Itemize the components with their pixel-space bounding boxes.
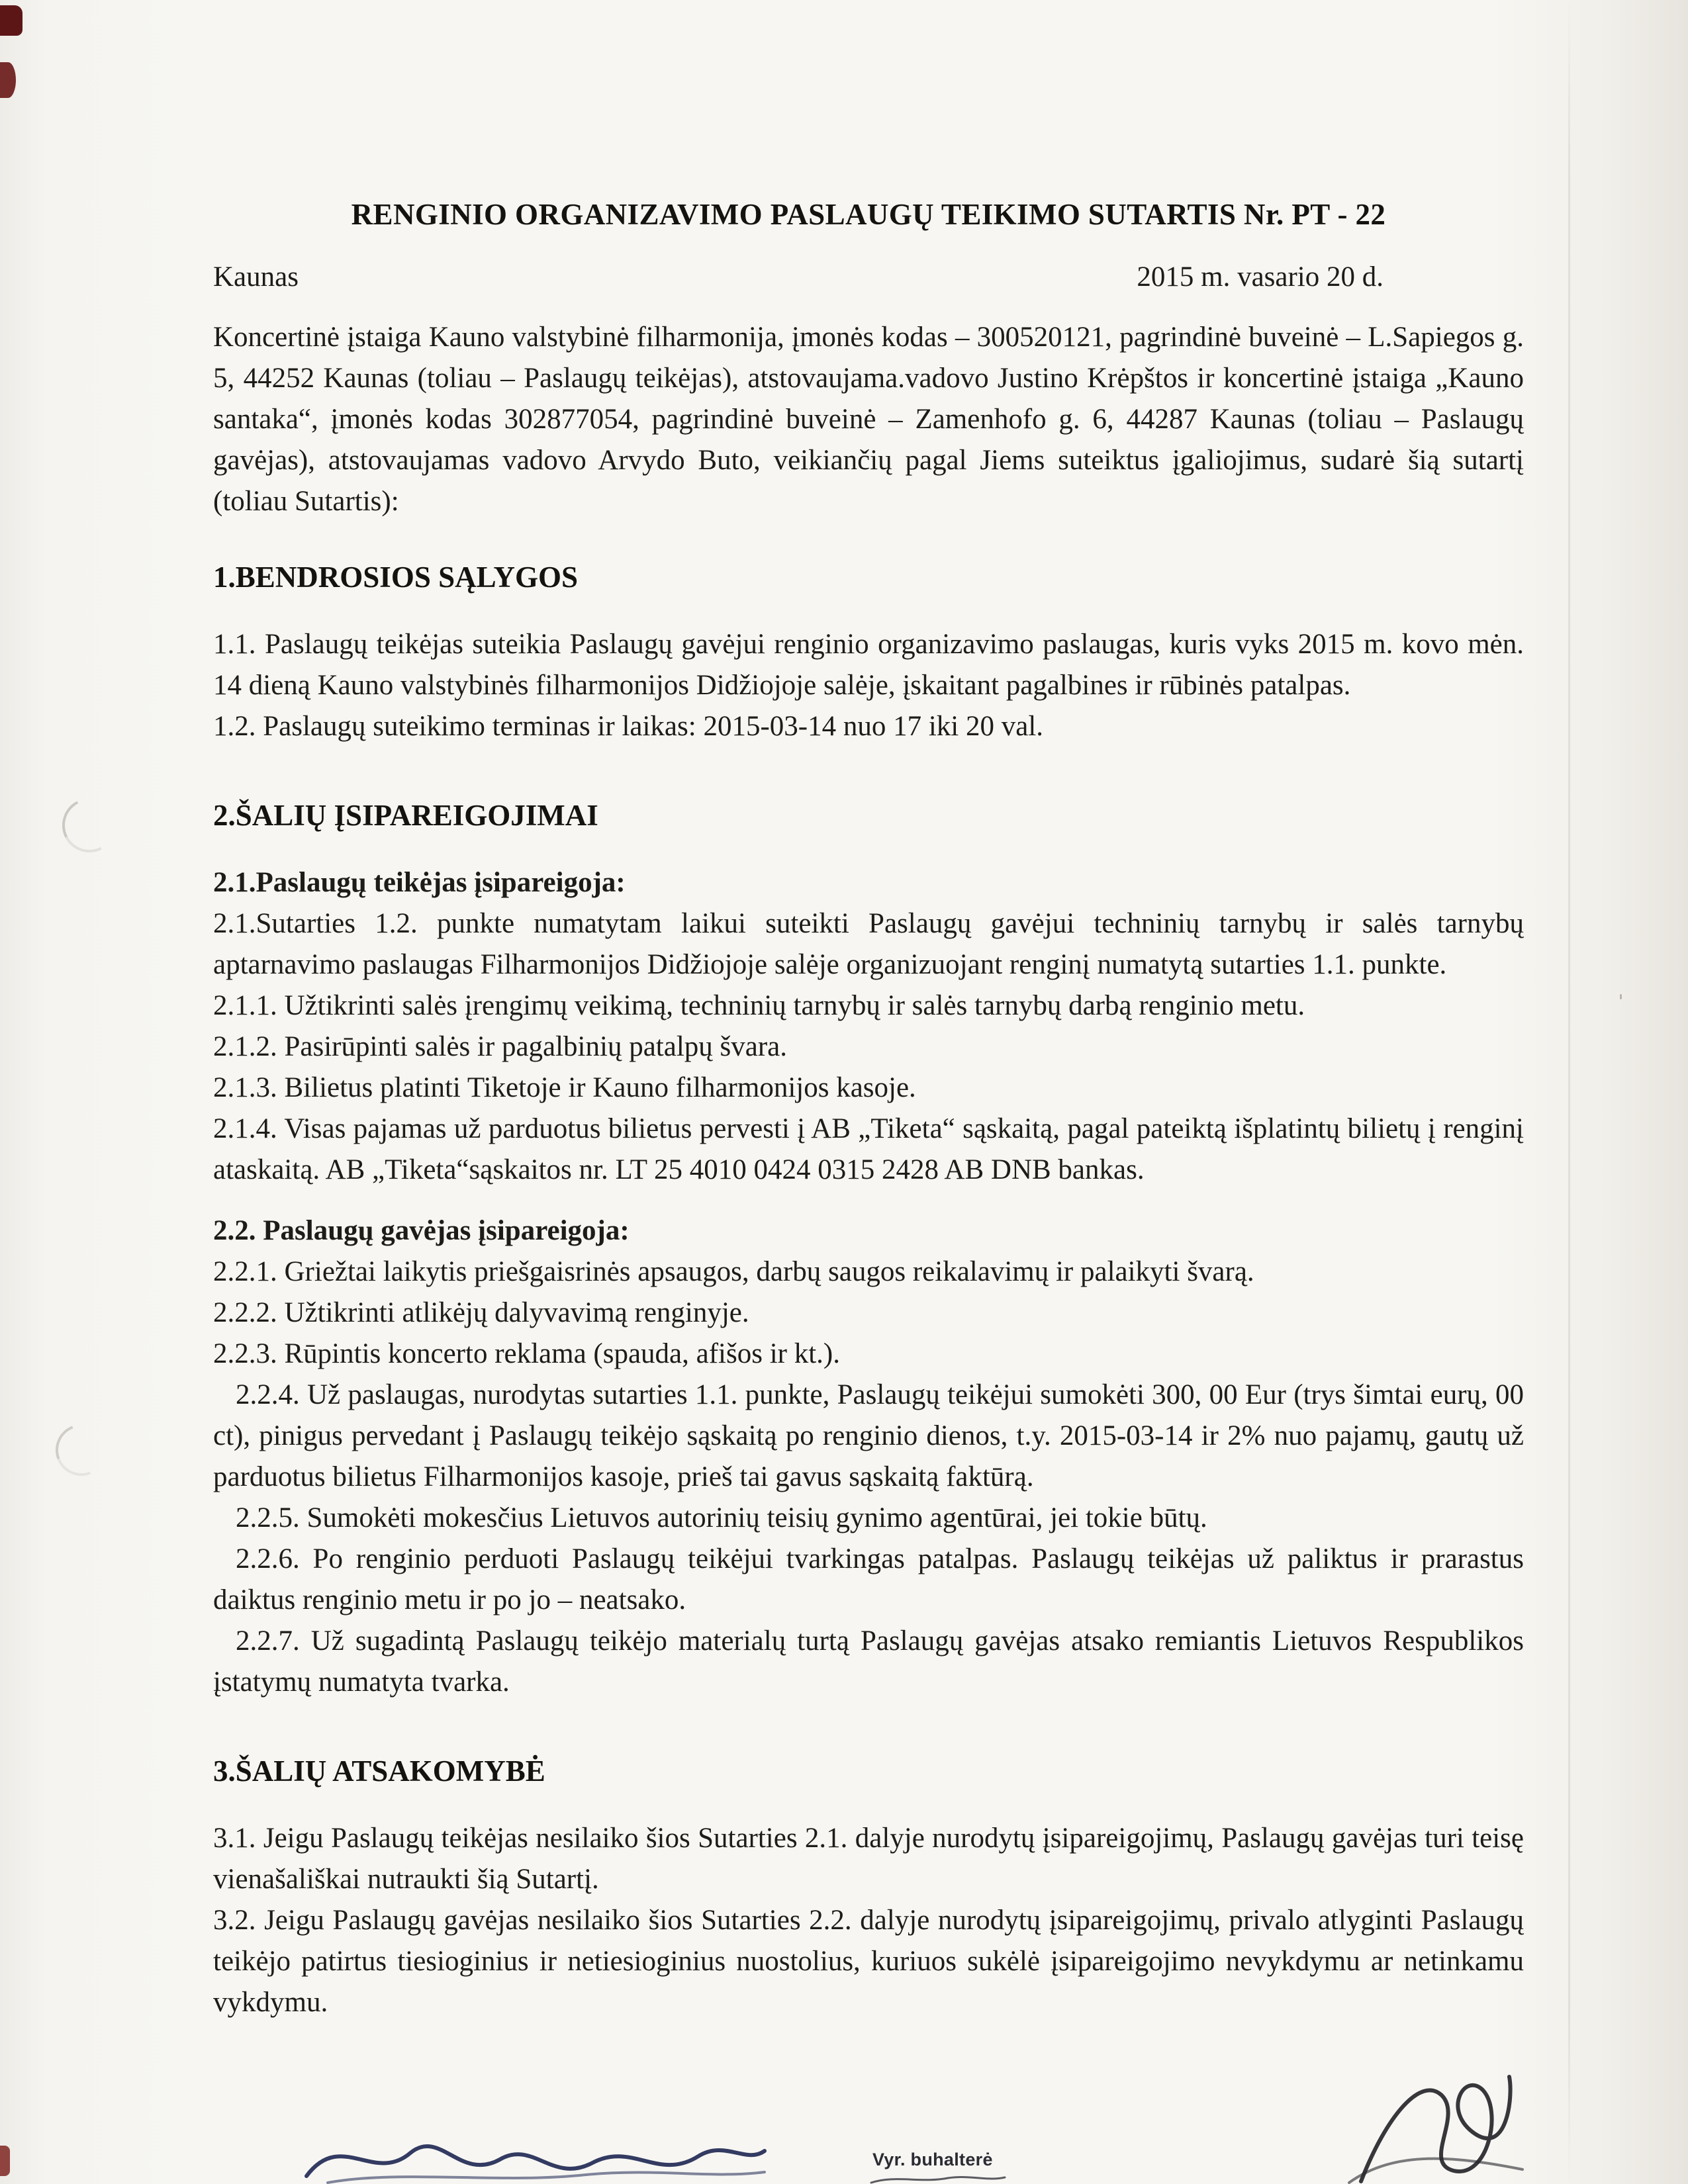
clause-1-1: 1.1. Paslaugų teikėjas suteikia Paslaugų gavėjui renginio organizavimo paslaugas, kuris vyks 2015 m. kovo mėn. 14 dieną Kauno valstybinės filharmonijos Didžiojoje salėje, įskaitant pagalbines ir rūbinės patalpas.	[213, 629, 1524, 701]
place-label: Kaunas	[213, 261, 299, 293]
scan-artifact-bottom-left	[0, 2146, 10, 2176]
clause-1-2: 1.2. Paslaugų suteikimo terminas ir laikas: 2015-03-14 nuo 17 iki 20 val.	[213, 711, 1044, 742]
signature-scribble-right	[1342, 2070, 1528, 2184]
subsection-2-2-heading: 2.2. Paslaugų gavėjas įsipareigoja:	[213, 1215, 630, 1246]
scan-artifact-top-left-1	[0, 5, 23, 36]
document-body	[213, 197, 1524, 2023]
accountant-title-label: Vyr. buhalterė	[872, 2150, 993, 2169]
clause-2-1-4: 2.1.4. Visas pajamas už parduotus bilietus pervesti į AB „Tiketa“ sąskaitą, pagal pateiktą išplatintų bilietų į renginį ataskaitą. AB „Tiketa“sąskaitos nr. LT 25 4010 0424 0315 2428 AB DNB bankas.	[213, 1113, 1524, 1185]
clause-2-2-3: 2.2.3. Rūpintis koncerto reklama (spauda, afišos ir kt.).	[213, 1338, 840, 1369]
section-2-heading: 2.ŠALIŲ ĮSIPAREIGOJIMAI	[213, 799, 598, 832]
scan-artifact-top-left-2	[0, 62, 16, 98]
clause-2-2-2: 2.2.2. Užtikrinti atlikėjų dalyvavimą renginyje.	[213, 1297, 749, 1328]
clause-2-1-2: 2.1.2. Pasirūpinti salės ir pagalbinių patalpų švara.	[213, 1031, 787, 1062]
intro-paragraph: Koncertinė įstaiga Kauno valstybinė filharmonija, įmonės kodas – 300520121, pagrindinė buveinė – L.Sapiegos g. 5, 44252 Kaunas (toliau – Paslaugų teikėjas), atstovaujama.vadovo Justino Krėpštos ir koncertinė įstaiga „Kauno santaka“, įmonės kodas 302877054, pagrindinė buveinė – Zamenhofo g. 6, 44287 Kaunas (toliau – Paslaugų gavėjas), atstovaujamas vadovo Arvydo Buto, veikiančių pagal Jiems suteiktus įgaliojimus, sudarė šią sutartį (toliau Sutartis):	[213, 322, 1524, 517]
clause-3-2: 3.2. Jeigu Paslaugų gavėjas nesilaiko šios Sutarties 2.2. dalyje nurodytų įsipareigojimų, privalo atlyginti Paslaugų teikėjo patirtus tiesioginius ir netiesioginius nuostolius, kuriuos sukėlė įsipareigojimo nevykdymu ar netinkamu vykdymu.	[213, 1905, 1524, 2018]
scan-artifact-crescent-2	[48, 1416, 116, 1484]
subsection-2-1-heading: 2.1.Paslaugų teikėjas įsipareigoja:	[213, 867, 626, 898]
signature-scribble-left	[301, 2123, 771, 2184]
scan-edge-line	[1568, 0, 1570, 2184]
clause-2-2-7: 2.2.7. Už sugadintą Paslaugų teikėjo materialų turtą Paslaugų gavėjas atsako remiantis Lietuvos Respublikos įstatymų numatyta tvarka.	[213, 1625, 1524, 1698]
clause-3-1: 3.1. Jeigu Paslaugų teikėjas nesilaiko šios Sutarties 2.1. dalyje nurodytų įsipareigojimų, Paslaugų gavėjas turi teisę vienašališkai nutraukti šią Sutartį.	[213, 1823, 1524, 1895]
date-label: 2015 m. vasario 20 d.	[1137, 261, 1383, 293]
clause-2-1: 2.1.Sutarties 1.2. punkte numatytam laikui suteikti Paslaugų gavėjui techninių tarnybų ir salės tarnybų aptarnavimo paslaugas Filharmonijos Didžiojoje salėje organizuojant renginį numatytą sutarties 1.1. punkte.	[213, 908, 1524, 980]
document-title: RENGINIO ORGANIZAVIMO PASLAUGŲ TEIKIMO SUTARTIS Nr. PT - 22	[351, 198, 1386, 231]
section-1-heading: 1.BENDROSIOS SĄLYGOS	[213, 561, 579, 594]
section-3-heading: 3.ŠALIŲ ATSAKOMYBĖ	[213, 1754, 545, 1788]
clause-2-2-6: 2.2.6. Po renginio perduoti Paslaugų teikėjui tvarkingas patalpas. Paslaugų teikėjas už paliktus ir prarastus daiktus renginio metu ir po jo – neatsako.	[213, 1543, 1524, 1615]
clause-2-1-3: 2.1.3. Bilietus platinti Tiketoje ir Kauno filharmonijos kasoje.	[213, 1072, 916, 1103]
place-date-row	[213, 261, 1524, 293]
scan-artifact-crescent-1	[55, 791, 123, 859]
clause-2-1-1: 2.1.1. Užtikrinti salės įrengimų veikimą, techninių tarnybų ir salės tarnybų darbą renginio metu.	[213, 990, 1305, 1021]
clause-2-2-4: 2.2.4. Už paslaugas, nurodytas sutarties 1.1. punkte, Paslaugų teikėjui sumokėti 300, 00 Eur (trys šimtai eurų, 00 ct), pinigus pervedant į Paslaugų teikėjo sąskaitą po renginio dienos, t.y. 2015-03-14 ir 2% nuo pajamų, gautų už parduotus bilietus Filharmonijos kasoje, prieš tai gavus sąskaitą faktūrą.	[213, 1379, 1524, 1492]
clause-2-2-5: 2.2.5. Sumokėti mokesčius Lietuvos autorinių teisių gynimo agentūrai, jei tokie būtų.	[236, 1502, 1207, 1533]
scan-speck	[1620, 994, 1622, 999]
clause-2-2-1: 2.2.1. Griežtai laikytis priešgaisrinės apsaugos, darbų saugos reikalavimų ir palaikyti švarą.	[213, 1256, 1254, 1287]
signature-scribble-center	[868, 2175, 1008, 2184]
